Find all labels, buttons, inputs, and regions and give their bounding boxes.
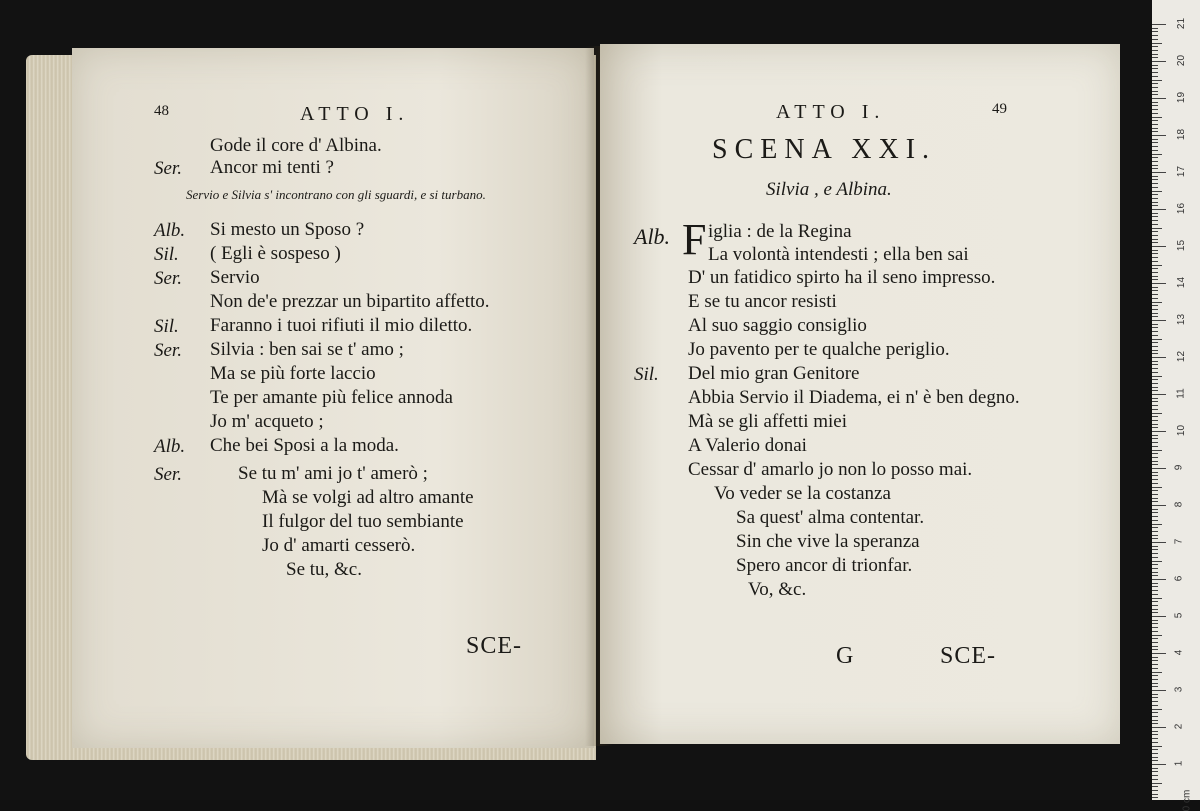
drop-cap: F [682, 215, 707, 264]
ruler-tick [1152, 635, 1162, 636]
ruler-label: 5 [1173, 612, 1185, 619]
ruler-tick [1152, 509, 1158, 510]
speaker-label: Sil. [154, 316, 179, 337]
ruler-tick [1152, 216, 1158, 217]
measurement-ruler [1152, 0, 1200, 811]
ruler-tick [1152, 194, 1158, 195]
ruler-tick [1152, 564, 1158, 565]
ruler-tick [1152, 646, 1158, 647]
verse-line: Abbia Servio il Diadema, ei n' è ben degno. [688, 387, 1020, 408]
ruler-tick [1152, 464, 1158, 465]
ruler-tick [1152, 305, 1158, 306]
ruler-tick [1152, 265, 1162, 266]
ruler-tick [1152, 446, 1158, 447]
ruler-tick [1152, 764, 1166, 765]
ruler-tick [1152, 472, 1158, 473]
verse-line: Ancor mi tenti ? [210, 157, 334, 178]
ruler-tick [1152, 790, 1158, 791]
verse-line: Mà se gli affetti miei [688, 411, 847, 432]
ruler-tick [1152, 309, 1158, 310]
ruler-label: 3 [1173, 686, 1185, 693]
ruler-tick [1152, 527, 1158, 528]
ruler-tick [1152, 797, 1158, 798]
ruler-tick [1152, 498, 1158, 499]
ruler-label: 14 [1176, 276, 1188, 289]
ruler-tick [1152, 327, 1158, 328]
ruler-tick [1152, 620, 1158, 621]
right-page-number: 49 [992, 101, 1007, 117]
ruler-tick [1152, 753, 1158, 754]
ruler-tick [1152, 120, 1158, 121]
ruler-tick [1152, 202, 1158, 203]
ruler-tick [1152, 324, 1158, 325]
ruler-tick [1152, 142, 1158, 143]
ruler-tick [1152, 483, 1158, 484]
ruler-label: 8 [1173, 501, 1185, 508]
ruler-tick [1152, 302, 1162, 303]
verse-line: La volontà intendesti ; ella ben sai [708, 244, 969, 265]
ruler-tick [1152, 683, 1158, 684]
ruler-tick [1152, 76, 1158, 77]
ruler-tick [1152, 261, 1158, 262]
scene-characters: Silvia , e Albina. [766, 179, 892, 200]
ruler-tick [1152, 146, 1158, 147]
ruler-tick [1152, 61, 1166, 62]
ruler-tick [1152, 494, 1158, 495]
ruler-tick [1152, 91, 1158, 92]
ruler-tick [1152, 734, 1158, 735]
ruler-tick [1152, 705, 1158, 706]
stage-direction: Servio e Silvia s' incontrano con gli sguardi, e si turbano. [186, 187, 486, 202]
ruler-tick [1152, 342, 1158, 343]
ruler-tick [1152, 272, 1158, 273]
verse-line: Te per amante più felice annoda [210, 387, 453, 408]
ruler-tick [1152, 601, 1158, 602]
ruler-tick [1152, 409, 1158, 410]
ruler-tick [1152, 353, 1158, 354]
verse-line: Al suo saggio consiglio [688, 315, 867, 336]
ruler-tick [1152, 709, 1162, 710]
ruler-tick [1152, 453, 1158, 454]
ruler-label: 11 [1175, 388, 1187, 399]
verse-line: Il fulgor del tuo sembiante [262, 511, 464, 532]
ruler-tick [1152, 368, 1158, 369]
ruler-tick [1152, 339, 1162, 340]
left-running-head: ATTO I. [300, 103, 410, 125]
scene-title: SCENA XXI. [712, 134, 937, 165]
ruler-tick [1152, 398, 1158, 399]
ruler-label: 20 [1176, 54, 1188, 67]
ruler-tick [1152, 479, 1158, 480]
ruler-tick [1152, 54, 1158, 55]
ruler-tick [1152, 157, 1158, 158]
ruler-label: 10 [1176, 424, 1188, 437]
verse-line: Spero ancor di trionfar. [736, 555, 913, 576]
catchword: SCE- [940, 643, 997, 669]
verse-line: Vo, &c. [748, 579, 807, 600]
ruler-tick [1152, 524, 1162, 525]
ruler-tick [1152, 431, 1166, 432]
ruler-tick [1152, 416, 1158, 417]
verse-line: Mà se volgi ad altro amante [262, 487, 474, 508]
ruler-tick [1152, 161, 1158, 162]
ruler-tick [1152, 612, 1158, 613]
ruler-tick [1152, 250, 1158, 251]
ruler-tick [1152, 727, 1166, 728]
ruler-tick [1152, 664, 1158, 665]
ruler-tick [1152, 598, 1162, 599]
ruler-tick [1152, 287, 1158, 288]
ruler-tick [1152, 176, 1158, 177]
verse-line: Vo veder se la costanza [714, 483, 891, 504]
ruler-tick [1152, 771, 1158, 772]
ruler-tick [1152, 516, 1158, 517]
verse-line: Sa quest' alma contentar. [736, 507, 925, 528]
ruler-tick [1152, 298, 1158, 299]
ruler-tick [1152, 253, 1158, 254]
ruler-tick [1152, 490, 1158, 491]
speaker-label: Ser. [154, 158, 182, 179]
verse-line: Cessar d' amarlo jo non lo posso mai. [688, 459, 973, 480]
ruler-tick [1152, 357, 1166, 358]
verse-line: Del mio gran Genitore [688, 363, 860, 384]
ruler-tick [1152, 720, 1158, 721]
ruler-tick [1152, 723, 1158, 724]
ruler-tick [1152, 24, 1166, 25]
ruler-tick [1152, 675, 1158, 676]
ruler-tick [1152, 183, 1158, 184]
ruler-tick [1152, 742, 1158, 743]
ruler-tick [1152, 213, 1158, 214]
ruler-tick [1152, 405, 1158, 406]
ruler-tick [1152, 168, 1158, 169]
ruler-tick [1152, 413, 1162, 414]
ruler-tick [1152, 605, 1158, 606]
ruler-tick [1152, 757, 1158, 758]
ruler-tick [1152, 35, 1158, 36]
ruler-tick [1152, 609, 1158, 610]
ruler-tick [1152, 542, 1166, 543]
verse-line: Silvia : ben sai se t' amo ; [210, 339, 404, 360]
ruler-tick [1152, 135, 1166, 136]
left-page [72, 48, 594, 748]
ruler-tick [1152, 376, 1162, 377]
ruler-tick [1152, 594, 1158, 595]
speaker-label: Ser. [154, 464, 182, 485]
ruler-tick [1152, 187, 1158, 188]
ruler-tick [1152, 760, 1158, 761]
ruler-tick [1152, 420, 1158, 421]
ruler-tick [1152, 531, 1158, 532]
ruler-tick [1152, 435, 1158, 436]
ruler-tick [1152, 109, 1158, 110]
speaker-label: Ser. [154, 340, 182, 361]
ruler-tick [1152, 105, 1158, 106]
verse-line: Faranno i tuoi rifiuti il mio diletto. [210, 315, 473, 336]
ruler-tick [1152, 579, 1166, 580]
ruler-tick [1152, 46, 1158, 47]
ruler-tick [1152, 239, 1158, 240]
ruler-tick [1152, 83, 1158, 84]
ruler-tick [1152, 638, 1158, 639]
ruler-tick [1152, 43, 1162, 44]
ruler-tick [1152, 535, 1158, 536]
ruler-tick [1152, 690, 1166, 691]
ruler-tick [1152, 231, 1158, 232]
ruler-tick [1152, 475, 1158, 476]
verse-line: ( Egli è sospeso ) [210, 243, 341, 264]
ruler-tick [1152, 783, 1162, 784]
ruler-tick [1152, 98, 1166, 99]
ruler-tick [1152, 102, 1158, 103]
ruler-tick [1152, 65, 1158, 66]
ruler-tick [1152, 294, 1158, 295]
ruler-tick [1152, 520, 1158, 521]
verse-line: iglia : de la Regina [708, 221, 852, 242]
ruler-tick [1152, 150, 1158, 151]
ruler-tick [1152, 575, 1158, 576]
speaker-label: Sil. [154, 244, 179, 265]
ruler-tick [1152, 623, 1158, 624]
ruler-tick [1152, 442, 1158, 443]
verse-line: A Valerio donai [688, 435, 807, 456]
ruler-tick [1152, 390, 1158, 391]
ruler-tick [1152, 649, 1158, 650]
ruler-tick [1152, 657, 1158, 658]
ruler-tick [1152, 768, 1158, 769]
ruler-tick [1152, 401, 1158, 402]
ruler-tick [1152, 731, 1158, 732]
ruler-tick [1152, 220, 1158, 221]
ruler-tick [1152, 242, 1158, 243]
ruler-tick [1152, 501, 1158, 502]
ruler-tick [1152, 794, 1158, 795]
ruler-tick [1152, 450, 1162, 451]
ruler-tick [1152, 538, 1158, 539]
ruler-tick [1152, 746, 1162, 747]
ruler-tick [1152, 198, 1158, 199]
verse-line: Jo pavento per te qualche periglio. [688, 339, 950, 360]
ruler-tick [1152, 775, 1158, 776]
ruler-tick [1152, 379, 1158, 380]
ruler-tick [1152, 372, 1158, 373]
ruler-tick [1152, 124, 1158, 125]
ruler-label: 16 [1176, 202, 1188, 215]
ruler-tick [1152, 616, 1166, 617]
ruler-tick [1152, 672, 1162, 673]
ruler-tick [1152, 172, 1166, 173]
signature-mark: G [836, 643, 855, 669]
ruler-tick [1152, 686, 1158, 687]
ruler-tick [1152, 505, 1166, 506]
ruler-label: 2 [1173, 723, 1185, 730]
verse-line: Che bei Sposi a la moda. [210, 435, 399, 456]
ruler-tick [1152, 320, 1166, 321]
ruler-tick [1152, 268, 1158, 269]
ruler-tick [1152, 131, 1158, 132]
ruler-tick [1152, 642, 1158, 643]
ruler-tick [1152, 749, 1158, 750]
ruler-tick [1152, 779, 1158, 780]
verse-line: Servio [210, 267, 260, 288]
verse-line: Si mesto un Sposo ? [210, 219, 365, 240]
ruler-tick [1152, 31, 1158, 32]
verse-line: Se tu, &c. [286, 559, 362, 580]
ruler-tick [1152, 738, 1158, 739]
right-running-head: ATTO I. [776, 101, 886, 123]
ruler-label: 19 [1176, 91, 1188, 104]
ruler-tick [1152, 394, 1166, 395]
ruler-tick [1152, 424, 1158, 425]
ruler-tick [1152, 549, 1158, 550]
ruler-label: 4 [1173, 649, 1185, 656]
speaker-label: Ser. [154, 268, 182, 289]
ruler-tick [1152, 512, 1158, 513]
speaker-label: Alb. [634, 224, 671, 249]
ruler-tick [1152, 205, 1158, 206]
ruler-tick [1152, 697, 1158, 698]
verse-line: Jo d' amarti cesserò. [262, 535, 416, 556]
ruler-tick [1152, 701, 1158, 702]
ruler-tick [1152, 361, 1158, 362]
ruler-tick [1152, 487, 1162, 488]
ruler-tick [1152, 50, 1158, 51]
ruler-tick [1152, 586, 1158, 587]
ruler-tick [1152, 438, 1158, 439]
ruler-tick [1152, 57, 1158, 58]
ruler-tick [1152, 335, 1158, 336]
ruler-label: 13 [1176, 313, 1188, 326]
ruler-tick [1152, 712, 1158, 713]
ruler-tick [1152, 590, 1158, 591]
ruler-tick [1152, 179, 1158, 180]
ruler-tick [1152, 350, 1158, 351]
ruler-tick [1152, 786, 1158, 787]
ruler-label: 6 [1173, 575, 1185, 582]
ruler-label: 7 [1173, 538, 1185, 545]
ruler-tick [1152, 568, 1158, 569]
ruler-label: 21 [1176, 17, 1188, 30]
ruler-tick [1152, 346, 1158, 347]
ruler-label: 17 [1176, 165, 1188, 178]
ruler-tick [1152, 427, 1158, 428]
ruler-tick [1152, 561, 1162, 562]
ruler-tick [1152, 457, 1158, 458]
verse-line: Jo m' acqueto ; [210, 411, 324, 432]
verse-line: E se tu ancor resisti [688, 291, 837, 312]
ruler-tick [1152, 72, 1158, 73]
ruler-tick [1152, 313, 1158, 314]
ruler-tick [1152, 461, 1158, 462]
speaker-label: Alb. [154, 220, 186, 241]
ruler-tick [1152, 316, 1158, 317]
ruler-tick [1152, 279, 1158, 280]
ruler-label: 1 [1173, 760, 1185, 767]
ruler-tick [1152, 653, 1166, 654]
ruler-tick [1152, 235, 1158, 236]
left-page-number: 48 [154, 103, 169, 119]
ruler-tick [1152, 228, 1162, 229]
ruler-tick [1152, 557, 1158, 558]
ruler-tick [1152, 668, 1158, 669]
ruler-tick [1152, 364, 1158, 365]
verse-line: Gode il core d' Albina. [210, 135, 382, 156]
ruler-tick [1152, 113, 1158, 114]
ruler-label: 12 [1176, 350, 1188, 363]
ruler-tick [1152, 94, 1158, 95]
ruler-tick [1152, 224, 1158, 225]
ruler-tick [1152, 694, 1158, 695]
ruler-tick [1152, 87, 1158, 88]
ruler-tick [1152, 39, 1158, 40]
verse-line: D' un fatidico spirto ha il seno impresso. [688, 267, 996, 288]
ruler-tick [1152, 209, 1166, 210]
ruler-tick [1152, 283, 1166, 284]
ruler-tick [1152, 28, 1158, 29]
ruler-tick [1152, 679, 1158, 680]
verse-line: Se tu m' ami jo t' amerò ; [238, 463, 428, 484]
ruler-tick [1152, 331, 1158, 332]
ruler-tick [1152, 128, 1158, 129]
speaker-label: Alb. [154, 436, 186, 457]
ruler-label: 18 [1176, 128, 1188, 141]
verse-line: Ma se più forte laccio [210, 363, 376, 384]
ruler-label: 0 cm [1181, 789, 1193, 811]
ruler-label: 9 [1173, 464, 1185, 471]
ruler-tick [1152, 139, 1158, 140]
catchword: SCE- [466, 633, 523, 659]
ruler-tick [1152, 165, 1158, 166]
ruler-tick [1152, 257, 1158, 258]
verse-line: Non de'e prezzar un bipartito affetto. [210, 291, 490, 312]
ruler-tick [1152, 627, 1158, 628]
ruler-tick [1152, 583, 1158, 584]
right-page [600, 44, 1120, 744]
ruler-tick [1152, 468, 1166, 469]
ruler-tick [1152, 546, 1158, 547]
speaker-label: Sil. [634, 364, 659, 385]
ruler-tick [1152, 80, 1162, 81]
verse-line: Sin che vive la speranza [736, 531, 920, 552]
ruler-tick [1152, 117, 1162, 118]
ruler-tick [1152, 387, 1158, 388]
ruler-tick [1152, 191, 1162, 192]
ruler-tick [1152, 154, 1162, 155]
ruler-tick [1152, 246, 1166, 247]
ruler-tick [1152, 572, 1158, 573]
ruler-tick [1152, 716, 1158, 717]
ruler-tick [1152, 290, 1158, 291]
ruler-tick [1152, 631, 1158, 632]
ruler-label: 15 [1176, 239, 1188, 252]
ruler-tick [1152, 276, 1158, 277]
ruler-tick [1152, 68, 1158, 69]
ruler-tick [1152, 383, 1158, 384]
ruler-tick [1152, 553, 1158, 554]
ruler-tick [1152, 660, 1158, 661]
